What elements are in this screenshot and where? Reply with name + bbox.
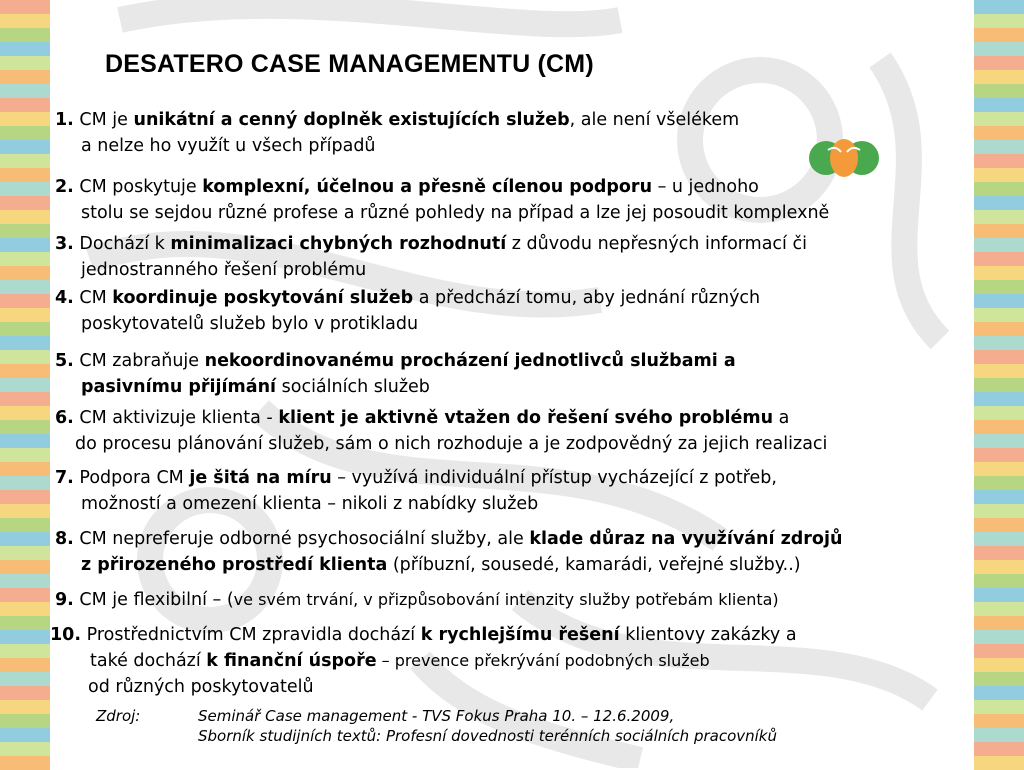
item-bold-text: komplexní, účelnou a přesně cílenou podporu xyxy=(202,177,653,197)
item-5-line-1 xyxy=(55,348,736,374)
item-text: (příbuzní, sousedé, kamarádi, veřejné služby..) xyxy=(387,555,801,575)
item-7-line-1 xyxy=(55,465,777,491)
item-number: 7. xyxy=(55,468,74,488)
list-item-3 xyxy=(55,231,807,283)
list-item-8 xyxy=(55,526,842,578)
item-bold-text: pasivnímu přijímání xyxy=(81,377,277,397)
item-bold-text: z přirozeného prostředí klienta xyxy=(81,555,388,575)
item-bold-text: klade důraz na využívání zdrojů xyxy=(529,529,843,549)
source-line-2: Sborník studijních textů: Profesní dovednosti terénních sociálních pracovníků xyxy=(198,727,777,745)
item-text: CM aktivizuje klienta - xyxy=(79,408,279,428)
list-item-2 xyxy=(55,174,829,226)
item-text: CM zabraňuje xyxy=(79,351,205,371)
item-number: 2. xyxy=(55,177,74,197)
item-4-line-2: poskytovatelů služeb bylo v protikladu xyxy=(81,314,419,334)
list-item-10 xyxy=(50,622,797,700)
item-text: Dochází k xyxy=(79,234,171,254)
item-10-line-1 xyxy=(50,622,797,648)
item-9-line-1 xyxy=(55,587,779,613)
item-bold-text: koordinuje poskytování služeb xyxy=(112,288,414,308)
item-text: , ale není všelékem xyxy=(569,110,740,130)
source-row-1 xyxy=(96,706,777,726)
item-text: Prostřednictvím CM zpravidla dochází xyxy=(86,625,421,645)
item-text: CM xyxy=(79,288,113,308)
item-text: CM nepreferuje odborné psychosociální služby, ale xyxy=(79,529,530,549)
item-4-line-1 xyxy=(55,285,760,311)
item-text: – u jednoho xyxy=(652,177,759,197)
item-2-line-1 xyxy=(55,174,829,200)
item-text: – prevence překrývání podobných služeb xyxy=(376,651,710,670)
item-text: a předchází tomu, aby jednání různých xyxy=(413,288,761,308)
item-text: CM je xyxy=(79,110,134,130)
logo-center-circle xyxy=(830,139,858,177)
item-text: také dochází xyxy=(90,651,207,671)
item-8-line-1 xyxy=(55,526,842,552)
item-number: 4. xyxy=(55,288,74,308)
item-bold-text: unikátní a cenný doplněk existujících služeb xyxy=(133,110,570,130)
item-1-line-1 xyxy=(55,107,739,133)
source-line-1: Seminář Case management - TVS Fokus Praha 10. – 12.6.2009, xyxy=(198,707,675,725)
item-3-line-1 xyxy=(55,231,807,257)
list-item-6 xyxy=(55,405,827,457)
item-text: CM je flexibilní – ( xyxy=(79,590,234,610)
item-1-line-2: a nelze ho využít u všech případů xyxy=(81,136,376,156)
item-text: – využívá individuální přístup vycházející z potřeb, xyxy=(331,468,777,488)
item-bold-text: nekoordinovanému procházení jednotlivců službami a xyxy=(204,351,736,371)
item-bold-text: k finanční úspoře xyxy=(206,651,377,671)
item-10-line-2 xyxy=(50,648,797,674)
item-bold-text: k rychlejšímu řešení xyxy=(420,625,620,645)
item-6-line-1 xyxy=(55,405,827,431)
item-number: 1. xyxy=(55,110,74,130)
item-8-line-2 xyxy=(55,552,842,578)
list-item-5 xyxy=(55,348,736,400)
page-title: DESATERO CASE MANAGEMENTU (CM) xyxy=(105,50,594,78)
circles-logo-icon xyxy=(808,138,880,178)
item-3-line-2: jednostranného řešení problému xyxy=(81,260,367,280)
item-5-line-2 xyxy=(55,374,736,400)
list-item-9 xyxy=(55,587,779,613)
item-text: ve svém trvání, v přizpůsobování intenzity služby potřebám klienta) xyxy=(233,590,779,609)
item-number: 10. xyxy=(50,625,82,645)
list-item-4 xyxy=(55,285,760,337)
item-text: Podpora CM xyxy=(79,468,190,488)
item-text: z důvodu nepřesných informací či xyxy=(506,234,807,254)
item-6-line-2: do procesu plánování služeb, sám o nich rozhoduje a je zodpovědný za jejich realizaci xyxy=(75,434,828,454)
list-item-1 xyxy=(55,107,739,159)
item-number: 5. xyxy=(55,351,74,371)
item-text: CM poskytuje xyxy=(79,177,203,197)
item-bold-text: je šitá na míru xyxy=(189,468,332,488)
item-bold-text: minimalizaci chybných rozhodnutí xyxy=(170,234,507,254)
item-bold-text: klient je aktivně vtažen do řešení svého problému xyxy=(278,408,774,428)
item-text: sociálních služeb xyxy=(276,377,430,397)
item-text: a xyxy=(773,408,790,428)
source-citation xyxy=(96,706,777,746)
item-number: 9. xyxy=(55,590,74,610)
item-number: 3. xyxy=(55,234,74,254)
item-7-line-2: možností a omezení klienta – nikoli z nabídky služeb xyxy=(81,494,539,514)
list-item-7 xyxy=(55,465,777,517)
item-10-line-3: od různých poskytovatelů xyxy=(88,677,314,697)
item-2-line-2: stolu se sejdou různé profese a různé pohledy na případ a lze jej posoudit komplexně xyxy=(81,203,830,223)
item-number: 8. xyxy=(55,529,74,549)
item-number: 6. xyxy=(55,408,74,428)
item-text: klientovy zakázky a xyxy=(619,625,797,645)
source-label: Zdroj: xyxy=(96,707,141,725)
